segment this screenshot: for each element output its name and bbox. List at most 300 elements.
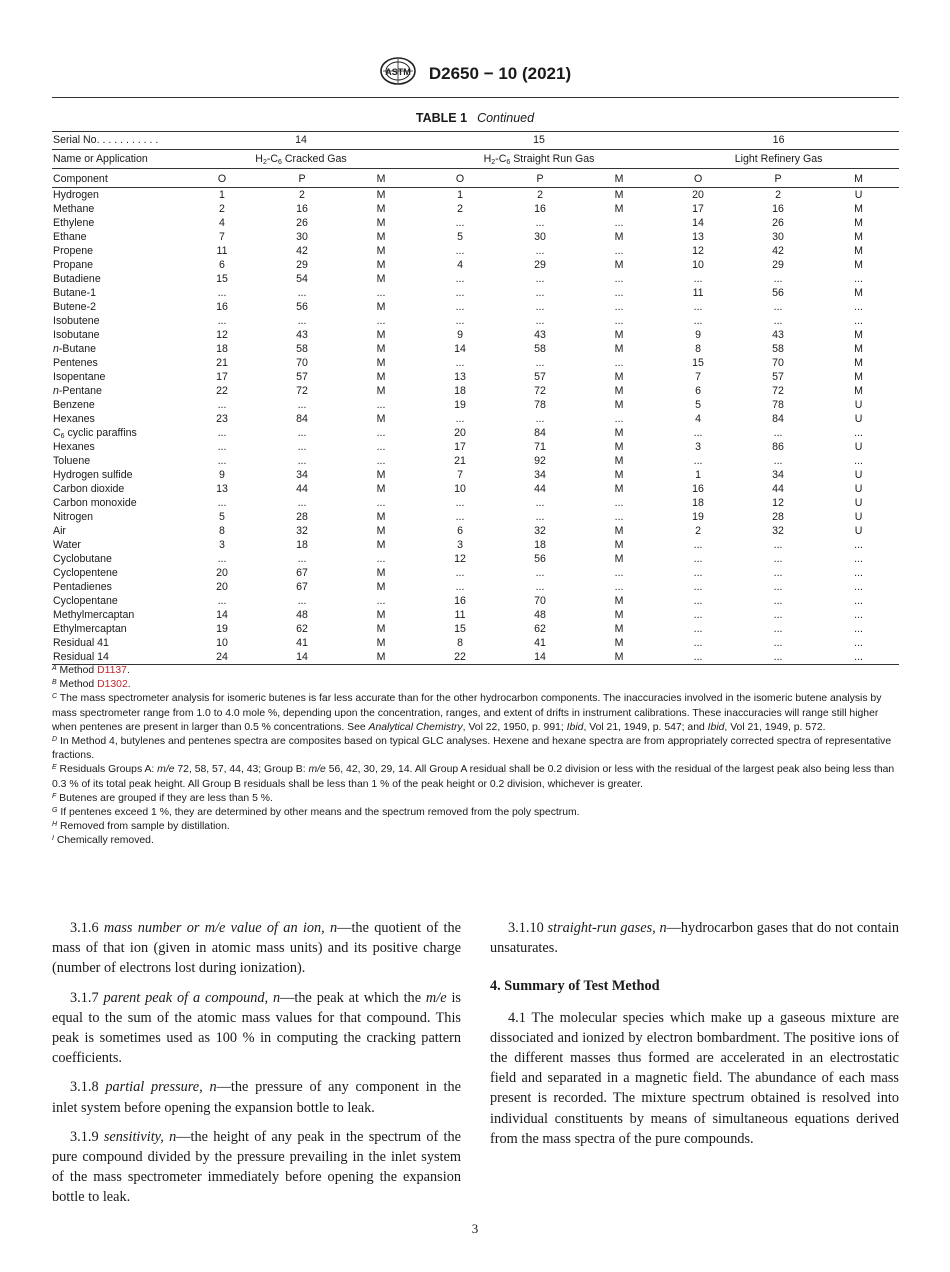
table-cell: ... — [455, 511, 465, 523]
table-cell: ... — [535, 511, 545, 523]
table-cell: ... — [773, 455, 783, 467]
component-name: n-Pentane — [53, 385, 102, 397]
table-cell: 21 — [454, 455, 466, 467]
table-cell: 44 — [296, 483, 308, 495]
gas-analysis-table — [52, 131, 899, 665]
astm-logo-icon — [379, 56, 417, 91]
table-cell: 1 — [219, 189, 225, 201]
table-cell: 16 — [692, 483, 704, 495]
table-cell: ... — [614, 567, 624, 579]
table-cell: ... — [217, 427, 227, 439]
table-cell: ... — [854, 273, 863, 285]
table-cell: M — [614, 525, 624, 537]
table-footnotes — [52, 664, 899, 849]
table-cell: ... — [217, 399, 227, 411]
table-cell: 30 — [296, 231, 308, 243]
table-cell: ... — [217, 497, 227, 509]
table-cell: 86 — [772, 441, 784, 453]
table-cell: M — [614, 189, 624, 201]
reference-link[interactable]: D1302 — [97, 679, 128, 691]
table-cell: ... — [854, 567, 863, 579]
table-cell: M — [376, 217, 386, 229]
table-label: TABLE 1 — [415, 111, 468, 125]
paragraph-3-1-6: 3.1.6 mass number or m/e value of an ion, n—the quotient of the mass of that ion (given in atomic mass units) and its positive charge (number of electrons lost during ionization). — [52, 920, 461, 977]
table-cell: ... — [614, 357, 624, 369]
serial-14: 14 — [182, 132, 420, 150]
table-row — [52, 412, 899, 426]
table-cell: ... — [693, 637, 703, 649]
application-label: Name or Application — [52, 150, 182, 169]
table-cell: 18 — [296, 539, 308, 551]
body-column-right — [490, 918, 899, 1158]
table-cell: 5 — [219, 511, 225, 523]
table-cell: 6 — [695, 385, 702, 397]
component-name: Ethylmercaptan — [53, 623, 127, 635]
table-cell: 48 — [296, 609, 308, 621]
table-cell: M — [614, 469, 624, 481]
table-cell: ... — [693, 455, 703, 467]
table-cell: ... — [773, 273, 783, 285]
table-cell: ... — [854, 315, 863, 327]
table-cell: ... — [455, 315, 465, 327]
table-cell: M — [376, 483, 386, 495]
table-cell: 15 — [216, 273, 228, 285]
table-cell: ... — [455, 273, 465, 285]
table-cell: ... — [818, 650, 899, 665]
table-cell: 20 — [216, 567, 228, 579]
table-cell: ... — [535, 245, 545, 257]
table-cell: 11 — [216, 245, 228, 257]
component-name: Air — [53, 525, 66, 537]
table-cell: M — [376, 637, 386, 649]
table-cell: 72 — [296, 385, 308, 397]
table-cell: M — [614, 427, 624, 439]
table-cell: 16 — [454, 595, 466, 607]
table-cell: 44 — [534, 483, 546, 495]
application-light-refinery-gas: Light Refinery Gas — [658, 150, 899, 169]
table-cell: 34 — [296, 469, 308, 481]
table-cell: 67 — [296, 567, 308, 579]
table-cell: 2 — [695, 525, 702, 537]
component-name: Carbon dioxide — [53, 483, 125, 495]
table-cell: ... — [693, 609, 703, 621]
table-cell: 78 — [772, 399, 784, 411]
table-cell: 24 — [182, 650, 262, 665]
table-cell: M — [614, 455, 624, 467]
table-cell: 16 — [772, 203, 784, 215]
component-name: Butadiene — [53, 273, 101, 285]
table-cell: ... — [535, 567, 545, 579]
table-row — [52, 216, 899, 230]
table-cell: M — [614, 637, 624, 649]
table-cell: M — [376, 343, 386, 355]
table-row — [52, 594, 899, 608]
table-cell: ... — [773, 567, 783, 579]
table-cell: U — [854, 441, 863, 453]
table-cell: 21 — [216, 357, 228, 369]
table-cell: 4 — [457, 259, 463, 271]
table-cell: ... — [854, 581, 863, 593]
table-cell: ... — [693, 553, 703, 565]
table-cell: M — [376, 301, 386, 313]
table-cell: U — [854, 497, 863, 509]
table-cell: 19 — [692, 511, 704, 523]
section-heading: 4. Summary of Test Method — [490, 978, 660, 995]
serial-15: 15 — [420, 132, 658, 150]
reference-link[interactable]: D1137 — [97, 665, 127, 676]
table-cell: ... — [535, 413, 545, 425]
table-cell: 71 — [534, 441, 546, 453]
table-row — [52, 650, 899, 665]
table-cell: 72 — [534, 385, 546, 397]
table-cell: 18 — [216, 343, 228, 355]
table-cell: 56 — [772, 287, 784, 299]
table-cell: M — [376, 609, 386, 621]
serial-row — [52, 132, 899, 150]
table-cell: ... — [854, 427, 863, 439]
table-cell: M — [376, 567, 386, 579]
table-cell: 8 — [457, 637, 463, 649]
table-cell: 14 — [262, 650, 342, 665]
table-cell: ... — [217, 441, 227, 453]
table-cell: M — [854, 329, 863, 341]
table-cell: ... — [614, 581, 624, 593]
component-name: Propene — [53, 245, 94, 257]
table-cell: ... — [376, 315, 386, 327]
table-cell: ... — [854, 455, 863, 467]
table-cell: 6 — [457, 525, 463, 537]
table-row — [52, 468, 899, 482]
table-row — [52, 188, 899, 203]
table-cell: M — [614, 329, 624, 341]
table-cell: 12 — [454, 553, 466, 565]
table-cell: 6 — [219, 259, 225, 271]
table-cell: 2 — [775, 189, 782, 201]
table-cell: 3 — [695, 441, 702, 453]
footnote-c: $^C$ The mass spectrometer analysis for isomeric butenes is far less accurate than for the other hydrocarbon components. The inaccuracies involved in the isomeric butene analysis by mass spectrometer range from 1.0 to 4.0 mole %, depending upon the concentration, ranges, and extent of drifts in instrument calibrations. These inaccuracies will range still higher when pentenes are present in larger than 0.5 % concentrations. See Analytical Chemistry, Vol 22, 1950, p. 991; Ibid, Vol 21, 1949, p. 547; and Ibid, Vol 21, 1949, p. 572. — [52, 693, 882, 733]
paragraph-3-1-10: 3.1.10 straight-run gases, n—hydrocarbon gases that do not contain unsaturates. — [490, 920, 899, 957]
table-cell: ... — [297, 441, 307, 453]
table-row — [52, 202, 899, 216]
table-row — [52, 482, 899, 496]
table-cell: ... — [614, 511, 624, 523]
table-cell: ... — [535, 581, 545, 593]
table-cell: ... — [376, 287, 386, 299]
table-cell: ... — [535, 287, 545, 299]
component-name: Hydrogen — [53, 189, 99, 201]
table-cell: M — [342, 650, 420, 665]
table-cell: 17 — [692, 203, 704, 215]
component-name: Ethylene — [53, 217, 95, 229]
table-cell: ... — [455, 581, 465, 593]
table-cell: 58 — [772, 343, 784, 355]
table-cell: 29 — [772, 259, 784, 271]
table-cell: 70 — [296, 357, 308, 369]
table-cell: ... — [773, 553, 783, 565]
table-cell: M — [376, 245, 386, 257]
table-cell: ... — [455, 567, 465, 579]
component-name: Butene-2 — [53, 301, 96, 313]
table-cell: 26 — [772, 217, 784, 229]
table-row — [52, 524, 899, 538]
application-cracked-gas: $H_2-C_6$ Cracked Gas — [182, 150, 420, 169]
table-cell: M — [854, 287, 863, 299]
table-cell: 48 — [534, 609, 546, 621]
table-cell: 20 — [216, 581, 228, 593]
component-name: Propane — [53, 259, 94, 271]
table-row — [52, 370, 899, 384]
component-name: Methane — [53, 203, 95, 215]
table-cell: 28 — [772, 511, 784, 523]
component-name: Isobutene — [53, 315, 100, 327]
table-cell: M — [376, 469, 386, 481]
table-cell: M — [854, 217, 863, 229]
table-row — [52, 300, 899, 314]
table-cell: ... — [854, 539, 863, 551]
component-name: Residual 41 — [53, 637, 109, 649]
table-row — [52, 398, 899, 412]
table-row — [52, 510, 899, 524]
table-cell: 13 — [216, 483, 228, 495]
table-cell: ... — [376, 553, 386, 565]
column-header: P — [738, 169, 818, 188]
table-cell: 2 — [219, 203, 225, 215]
table-cell: ... — [297, 287, 307, 299]
column-header: M — [342, 169, 420, 188]
table-cell: 32 — [534, 525, 546, 537]
paragraph-3-1-9: 3.1.9 sensitivity, n—the height of any peak in the spectrum of the pure compound divided by the pressure prevailing in the inlet system of the mass spectrometer immediately before opening the expansion bottle to leak. — [52, 1128, 461, 1206]
component-name: Cyclopentane — [53, 595, 118, 607]
table-cell: 7 — [695, 371, 702, 383]
table-cell: ... — [297, 595, 307, 607]
table-cell: M — [376, 511, 386, 523]
table-cell: 14 — [500, 650, 580, 665]
table-cell: ... — [693, 581, 703, 593]
table-cell: 43 — [772, 329, 784, 341]
table-cell: 10 — [692, 259, 704, 271]
table-cell: 67 — [296, 581, 308, 593]
table-cell: 56 — [534, 553, 546, 565]
application-row — [52, 150, 899, 169]
table-cell: ... — [376, 497, 386, 509]
table-cell: ... — [455, 413, 465, 425]
table-cell: 15 — [454, 623, 466, 635]
table-cell: 14 — [216, 609, 228, 621]
table-cell: ... — [297, 455, 307, 467]
table-cell: 16 — [216, 301, 228, 313]
table-cell: 92 — [534, 455, 546, 467]
table-cell: M — [376, 581, 386, 593]
table-cell: 30 — [534, 231, 546, 243]
table-cell: 28 — [296, 511, 308, 523]
table-cell: 12 — [216, 329, 228, 341]
table-cell: ... — [614, 287, 624, 299]
footnote-e: $^E$ Residuals Groups A: m/e 72, 58, 57, 44, 43; Group B: m/e 56, 42, 30, 29, 14. All Group A residual shall be 0.2 division or less with the residual of the largest peak also being less than 0.3 % of its total peak height. All Group B residuals shall be less than 1 % of the peak height or 0.2 division, whichever is greater. — [52, 764, 895, 790]
component-name: Toluene — [53, 455, 91, 467]
table-cell: ... — [376, 595, 386, 607]
table-row — [52, 384, 899, 398]
footnote-a: $^A$ Method D1137. — [52, 665, 130, 676]
application-straight-run-gas: $H_2-C_6$ Straight Run Gas — [420, 150, 658, 169]
table-row — [52, 230, 899, 244]
table-cell: 9 — [219, 469, 225, 481]
table-cell: 43 — [534, 329, 546, 341]
table-cell: ... — [614, 497, 624, 509]
table-cell: 20 — [692, 189, 704, 201]
table-cell: ... — [297, 553, 307, 565]
table-cell: 19 — [454, 399, 466, 411]
table-cell: M — [854, 245, 863, 257]
paragraph-4-1: 4.1 The molecular species which make up a gaseous mixture are dissociated and ionized by electron bombardment. The positive ions of the different masses thus formed are accelerated in an electrostatic field and separated in a magnetic field. The abundance of each mass present is recorded. The mixture spectrum obtained is resolved into individual constituents by means of simultaneous equations derived from the mass spectra of the pure compounds. — [490, 1009, 899, 1147]
table-cell: ... — [693, 567, 703, 579]
table-cell: ... — [854, 595, 863, 607]
table-row — [52, 314, 899, 328]
table-cell: 2 — [299, 189, 305, 201]
table-cell: 62 — [534, 623, 546, 635]
footnote-b: $^B$ Method D1302. — [52, 679, 131, 691]
table-cell: M — [376, 273, 386, 285]
table-cell: ... — [773, 623, 783, 635]
table-cell: ... — [535, 217, 545, 229]
table-cell: 29 — [296, 259, 308, 271]
table-cell: ... — [376, 441, 386, 453]
table-cell: M — [376, 231, 386, 243]
table-cell: 57 — [534, 371, 546, 383]
footnote-h: $^H$ Removed from sample by distillation. — [52, 821, 230, 833]
table-cell: M — [376, 357, 386, 369]
component-name: Isobutane — [53, 329, 100, 341]
table-cell: M — [854, 203, 863, 215]
table-cell: 22 — [420, 650, 500, 665]
table-cell: 2 — [457, 203, 463, 215]
table-cell: M — [376, 539, 386, 551]
table-cell: M — [854, 343, 863, 355]
table-continued: Continued — [477, 111, 535, 125]
table-cell: 13 — [454, 371, 466, 383]
table-cell: 30 — [772, 231, 784, 243]
table-cell: ... — [455, 357, 465, 369]
column-header: O — [658, 169, 738, 188]
table-cell: ... — [297, 497, 307, 509]
svg-text:ASTM: ASTM — [385, 67, 411, 77]
table-cell: ... — [693, 539, 703, 551]
component-name: Methylmercaptan — [53, 609, 135, 621]
table-cell: 5 — [695, 399, 702, 411]
table-cell: ... — [773, 301, 783, 313]
component-name: Nitrogen — [53, 511, 94, 523]
column-header: P — [262, 169, 342, 188]
table-cell: ... — [535, 497, 545, 509]
table-cell: M — [376, 203, 386, 215]
table-cell: 78 — [534, 399, 546, 411]
footnote-g: $^G$ If pentenes exceed 1 %, they are determined by other means and the spectrum removed from the poly spectrum. — [52, 807, 580, 819]
table-cell: ... — [773, 427, 783, 439]
table-cell: 4 — [695, 413, 702, 425]
table-cell: 26 — [296, 217, 308, 229]
table-row — [52, 244, 899, 258]
table-cell: U — [854, 469, 863, 481]
table-cell: M — [376, 189, 386, 201]
table-row — [52, 286, 899, 300]
column-header: P — [500, 169, 580, 188]
table-cell: ... — [693, 427, 703, 439]
body-column-left — [52, 918, 461, 1217]
table-cell: 18 — [454, 385, 466, 397]
component-name: Cyclopentene — [53, 567, 118, 579]
table-cell: ... — [217, 287, 227, 299]
table-row — [52, 342, 899, 356]
table-cell: 62 — [296, 623, 308, 635]
column-header: O — [420, 169, 500, 188]
table-row — [52, 454, 899, 468]
table-cell: ... — [614, 413, 624, 425]
table-cell: 72 — [772, 385, 784, 397]
component-name: Residual 14 — [52, 650, 182, 665]
table-cell: 58 — [296, 343, 308, 355]
table-cell: M — [614, 483, 624, 495]
table-cell: M — [614, 371, 624, 383]
table-cell: 20 — [454, 427, 466, 439]
table-cell: 13 — [692, 231, 704, 243]
component-name: n-Butane — [53, 343, 97, 355]
table-cell: ... — [693, 595, 703, 607]
component-name: Isopentane — [53, 371, 106, 383]
paragraph-3-1-7: 3.1.7 parent peak of a compound, n—the peak at which the m/e is equal to the sum of the atomic mass values for that compound. This peak is sometimes used as 100 % in computing the cracking pattern coefficients. — [52, 989, 461, 1067]
table-cell: M — [614, 595, 624, 607]
table-cell: M — [614, 231, 624, 243]
table-cell: 43 — [296, 329, 308, 341]
table-cell: 7 — [219, 231, 225, 243]
component-name: Ethane — [53, 231, 87, 243]
table-cell: ... — [217, 553, 227, 565]
table-cell: ... — [614, 217, 624, 229]
table-cell: 18 — [692, 497, 704, 509]
table-cell: M — [614, 441, 624, 453]
table-row — [52, 538, 899, 552]
column-header: O — [182, 169, 262, 188]
table-cell: ... — [854, 553, 863, 565]
table-row — [52, 356, 899, 370]
table-cell: M — [614, 623, 624, 635]
table-cell: U — [854, 413, 863, 425]
component-name: Pentadienes — [53, 581, 112, 593]
table-cell: 22 — [216, 385, 228, 397]
table-cell: ... — [297, 427, 307, 439]
table-cell: 5 — [457, 231, 463, 243]
table-row — [52, 552, 899, 566]
table-cell: 11 — [454, 609, 466, 621]
table-cell: ... — [693, 315, 703, 327]
serial-label: Serial No. . . . . . . . . . . — [52, 132, 182, 150]
table-cell: 57 — [772, 371, 784, 383]
table-cell: ... — [658, 650, 738, 665]
table-cell: 10 — [454, 483, 466, 495]
table-cell: ... — [693, 273, 703, 285]
table-cell: ... — [376, 427, 386, 439]
table-cell: 23 — [216, 413, 228, 425]
table-cell: 17 — [216, 371, 228, 383]
table-cell: 12 — [692, 245, 704, 257]
table-cell: 3 — [457, 539, 463, 551]
table-cell: U — [854, 399, 863, 411]
footnote-i: $^I$ Chemically removed. — [52, 835, 154, 847]
table-cell: ... — [455, 497, 465, 509]
table-cell: M — [580, 650, 658, 665]
table-cell: ... — [376, 455, 386, 467]
table-cell: M — [854, 259, 863, 271]
table-cell: 4 — [219, 217, 225, 229]
table-cell: ... — [217, 595, 227, 607]
